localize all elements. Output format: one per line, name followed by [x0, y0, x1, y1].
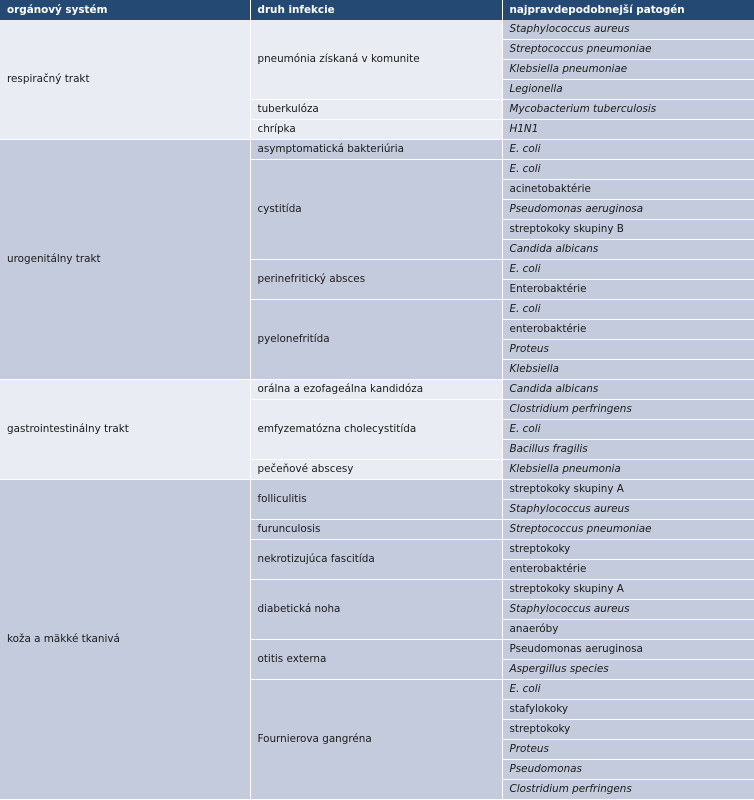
infection-type-cell: asymptomatická bakteriúria: [250, 140, 502, 160]
pathogen-cell: Candida albicans: [502, 240, 754, 260]
pathogen-cell: H1N1: [502, 120, 754, 140]
infection-type-cell: perinefritický absces: [250, 260, 502, 300]
pathogen-cell: Bacillus fragilis: [502, 440, 754, 460]
pathogen-cell: Pseudomonas aeruginosa: [502, 640, 754, 660]
pathogen-cell: E. coli: [502, 680, 754, 700]
table-row: [0, 20, 754, 40]
pathogen-cell: Candida albicans: [502, 380, 754, 400]
pathogen-cell: E. coli: [502, 260, 754, 280]
pathogen-cell: streptokoky skupiny A: [502, 480, 754, 500]
pathogen-cell: Staphylococcus aureus: [502, 20, 754, 40]
infection-type-cell: otitis externa: [250, 640, 502, 680]
pathogen-cell: E. coli: [502, 140, 754, 160]
pathogen-cell: enterobaktérie: [502, 320, 754, 340]
pathogen-cell: Klebsiella pneumoniae: [502, 60, 754, 80]
pathogen-cell: Pseudomonas aeruginosa: [502, 200, 754, 220]
table-row: [0, 140, 754, 160]
pathogen-cell: Staphylococcus aureus: [502, 600, 754, 620]
pathogen-cell: streptokoky skupiny B: [502, 220, 754, 240]
pathogen-cell: streptokoky: [502, 720, 754, 740]
organ-group: [0, 20, 754, 140]
pathogen-cell: Clostridium perfringens: [502, 780, 754, 800]
pathogen-cell: Aspergillus species: [502, 660, 754, 680]
pathogen-cell: Klebsiella: [502, 360, 754, 380]
infection-type-cell: pyelonefritída: [250, 300, 502, 380]
infection-type-cell: diabetická noha: [250, 580, 502, 640]
pathogen-cell: Streptococcus pneumoniae: [502, 520, 754, 540]
infection-type-cell: chrípka: [250, 120, 502, 140]
infection-type-cell: nekrotizujúca fascitída: [250, 540, 502, 580]
pathogen-cell: streptokoky skupiny A: [502, 580, 754, 600]
pathogen-cell: streptokoky: [502, 540, 754, 560]
header-pathogen: najpravdepodobnejší patogén: [502, 0, 754, 20]
header-row: [0, 0, 754, 20]
infection-type-cell: folliculitis: [250, 480, 502, 520]
infection-type-cell: emfyzematózna cholecystitída: [250, 400, 502, 460]
organ-system-cell: urogenitálny trakt: [0, 140, 250, 380]
organ-system-cell: koža a mäkké tkanivá: [0, 480, 250, 800]
table-row: [0, 380, 754, 400]
pathogen-cell: Clostridium perfringens: [502, 400, 754, 420]
header-infection-type: druh infekcie: [250, 0, 502, 20]
pathogen-cell: Proteus: [502, 740, 754, 760]
pathogen-cell: Enterobaktérie: [502, 280, 754, 300]
organ-system-cell: gastrointestinálny trakt: [0, 380, 250, 480]
organ-group: [0, 380, 754, 480]
header-organ-system: orgánový systém: [0, 0, 250, 20]
pathogen-cell: E. coli: [502, 300, 754, 320]
pathogen-cell: Streptococcus pneumoniae: [502, 40, 754, 60]
infection-type-cell: cystitída: [250, 160, 502, 260]
pathogen-cell: Pseudomonas: [502, 760, 754, 780]
infection-type-cell: Fournierova gangréna: [250, 680, 502, 800]
infection-type-cell: pečeňové abscesy: [250, 460, 502, 480]
pathogen-cell: Klebsiella pneumonia: [502, 460, 754, 480]
pathogen-cell: Staphylococcus aureus: [502, 500, 754, 520]
pathogen-cell: E. coli: [502, 420, 754, 440]
infection-type-cell: pneumónia získaná v komunite: [250, 20, 502, 100]
organ-system-cell: respiračný trakt: [0, 20, 250, 140]
pathogen-cell: acinetobaktérie: [502, 180, 754, 200]
pathogen-cell: anaeróby: [502, 620, 754, 640]
pathogen-cell: Legionella: [502, 80, 754, 100]
pathogen-cell: E. coli: [502, 160, 754, 180]
pathogen-cell: stafylokoky: [502, 700, 754, 720]
infection-type-cell: furunculosis: [250, 520, 502, 540]
pathogen-cell: Proteus: [502, 340, 754, 360]
organ-group: [0, 480, 754, 800]
pathogen-cell: Mycobacterium tuberculosis: [502, 100, 754, 120]
infection-type-cell: orálna a ezofageálna kandidóza: [250, 380, 502, 400]
table-row: [0, 480, 754, 500]
infection-type-cell: tuberkulóza: [250, 100, 502, 120]
organ-group: [0, 140, 754, 380]
pathogen-cell: enterobaktérie: [502, 560, 754, 580]
